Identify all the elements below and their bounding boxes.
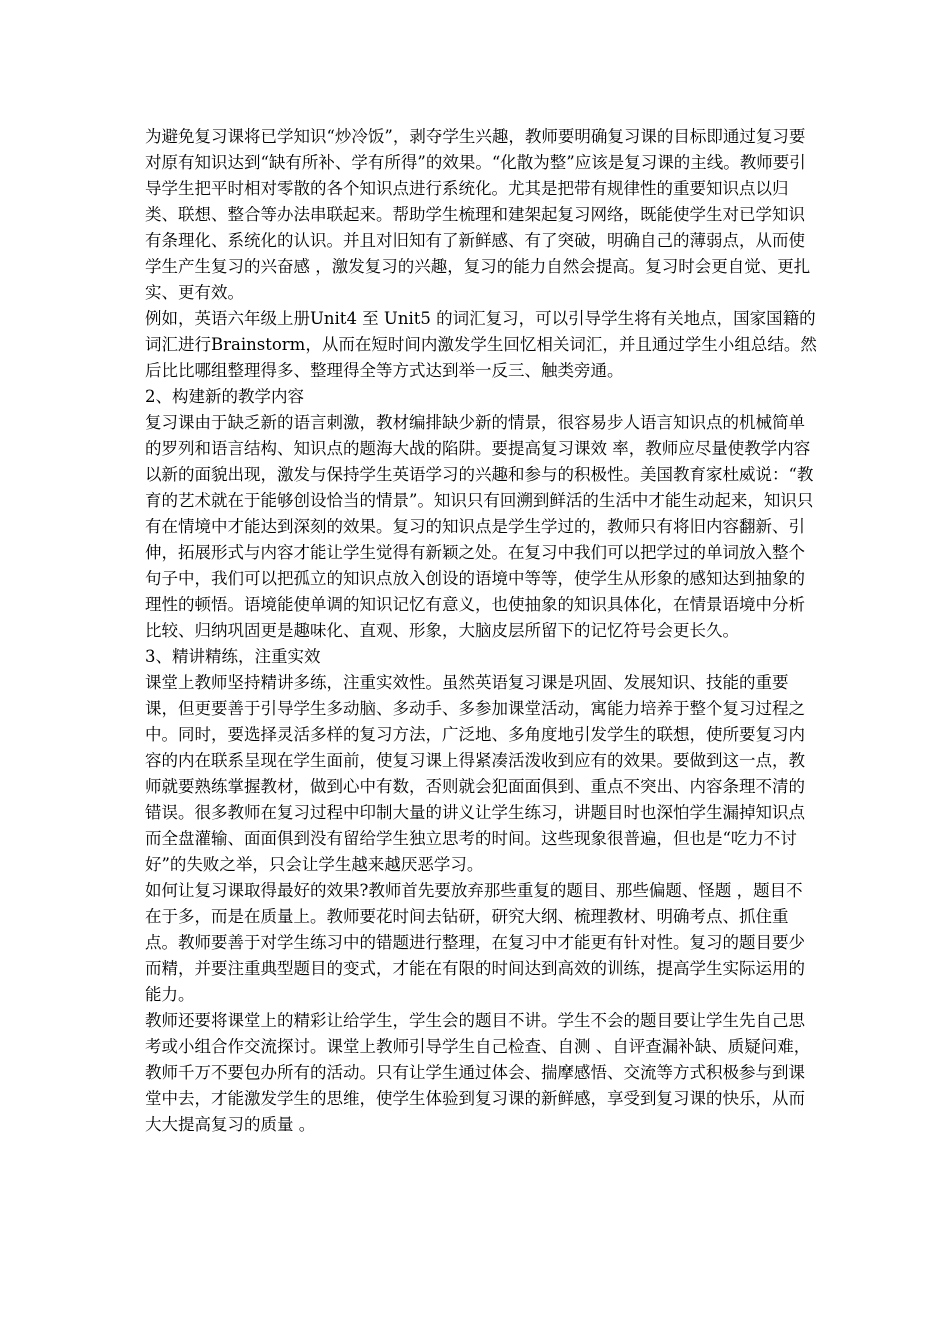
paragraph-student-centered: 教师还要将课堂上的精彩让给学生，学生会的题目不讲。学生不会的题目要让学生先自己思考或小组合作交流探讨。课堂上教师引导学生自己检查、自测 、自评查漏补缺、质疑问难，教师千万不要包办所有的活动。只有让学生通过体会、揣摩感悟、交流等方式积极参与到课堂中去，才能激发学生的思维，使学生体验到复习课的新鲜感，享受到复习课的快乐，从而大大提高复习的质量 。 xyxy=(145,1011,811,1134)
paragraph-best-effect: 如何让复习课取得最好的效果?教师首先要放弃那些重复的题目、那些偏题、怪题 ，题目不在于多，而是在质量上。教师要花时间去钻研，研究大纲、梳理教材、明确考点、抓住重点。教师要善于对学生练习中的错题进行整理，在复习中才能更有针对性。复习的题目要少而精，并要注重典型题目的变式，才能在有限的时间达到高效的训练，提高学生实际运用的能力。 xyxy=(145,881,805,1004)
section-heading-3: 3、精讲精练，注重实效 xyxy=(145,647,321,666)
document-body xyxy=(145,124,817,1138)
paragraph-practice: 课堂上教师坚持精讲多练，注重实效性。虽然英语复习课是巩固、发展知识、技能的重要课，但更要善于引导学生多动脑、多动手、多参加课堂活动，寓能力培养于整个复习过程之中。同时，要选择灵活多样的复习方法，广泛地、多角度地引发学生的联想，使所要复习内容的内在联系呈现在学生面前，使复习课上得紧凑活泼收到应有的效果。要做到这一点，教师就要熟练掌握教材，做到心中有数，否则就会犯面面俱到、重点不突出、内容条理不清的错误。很多教师在复习过程中印制大量的讲义让学生练习，讲题目时也深怕学生漏掉知识点而全盘灌输、面面俱到没有留给学生独立思考的时间。这些现象很普遍，但也是“吃力不讨好”的失败之举，只会让学生越来越厌恶学习。 xyxy=(145,673,805,874)
paragraph-new-content: 复习课由于缺乏新的语言刺激，教材编排缺少新的情景，很容易步人语言知识点的机械简单的罗列和语言结构、知识点的题海大战的陷阱。要提高复习课效 率，教师应尽量使教学内容以新的面貌出现，激发与保持学生英语学习的兴趣和参与的积极性。美国教育家杜威说：“教育的艺术就在于能够创设恰当的情景”。知识只有回溯到鲜活的生活中才能生动起来，知识只有在情境中才能达到深刻的效果。复习的知识点是学生学过的，教师只有将旧内容翻新、引伸，拓展形式与内容才能让学生觉得有新颖之处。在复习中我们可以把学过的单词放入整个句子中，我们可以把孤立的知识点放入创设的语境中等等，使学生从形象的感知达到抽象的理性的顿悟。语境能使单调的知识记忆有意义，也使抽象的知识具体化，在情景语境中分析比较、归纳巩固更是趣味化、直观、形象，大脑皮层所留下的记忆符号会更长久。 xyxy=(145,413,814,640)
paragraph-example-unit: 例如，英语六年级上册Unit4 至 Unit5 的词汇复习，可以引导学生将有关地点，国家国籍的词汇进行Brainstorm，从而在短时间内激发学生回忆相关词汇，并且通过学生小组总结。然后比比哪组整理得多、整理得全等方式达到举一反三、触类旁通。 xyxy=(145,309,817,380)
section-heading-2: 2、构建新的教学内容 xyxy=(145,387,304,406)
paragraph-review-goal: 为避免复习课将已学知识“炒冷饭”，剥夺学生兴趣，教师要明确复习课的目标即通过复习要对原有知识达到“缺有所补、学有所得”的效果。“化散为整”应该是复习课的主线。教师要引导学生把平时相对零散的各个知识点进行系统化。尤其是把带有规律性的重要知识点以归类、联想、整合等办法串联起来。帮助学生梳理和建架起复习网络，既能使学生对已学知识有条理化、系统化的认识。并且对旧知有了新鲜感、有了突破，明确自己的薄弱点，从而使学生产生复习的兴奋感 ，激发复习的兴趣，复习的能力自然会提高。复习时会更自觉、更扎实、更有效。 xyxy=(145,127,811,302)
